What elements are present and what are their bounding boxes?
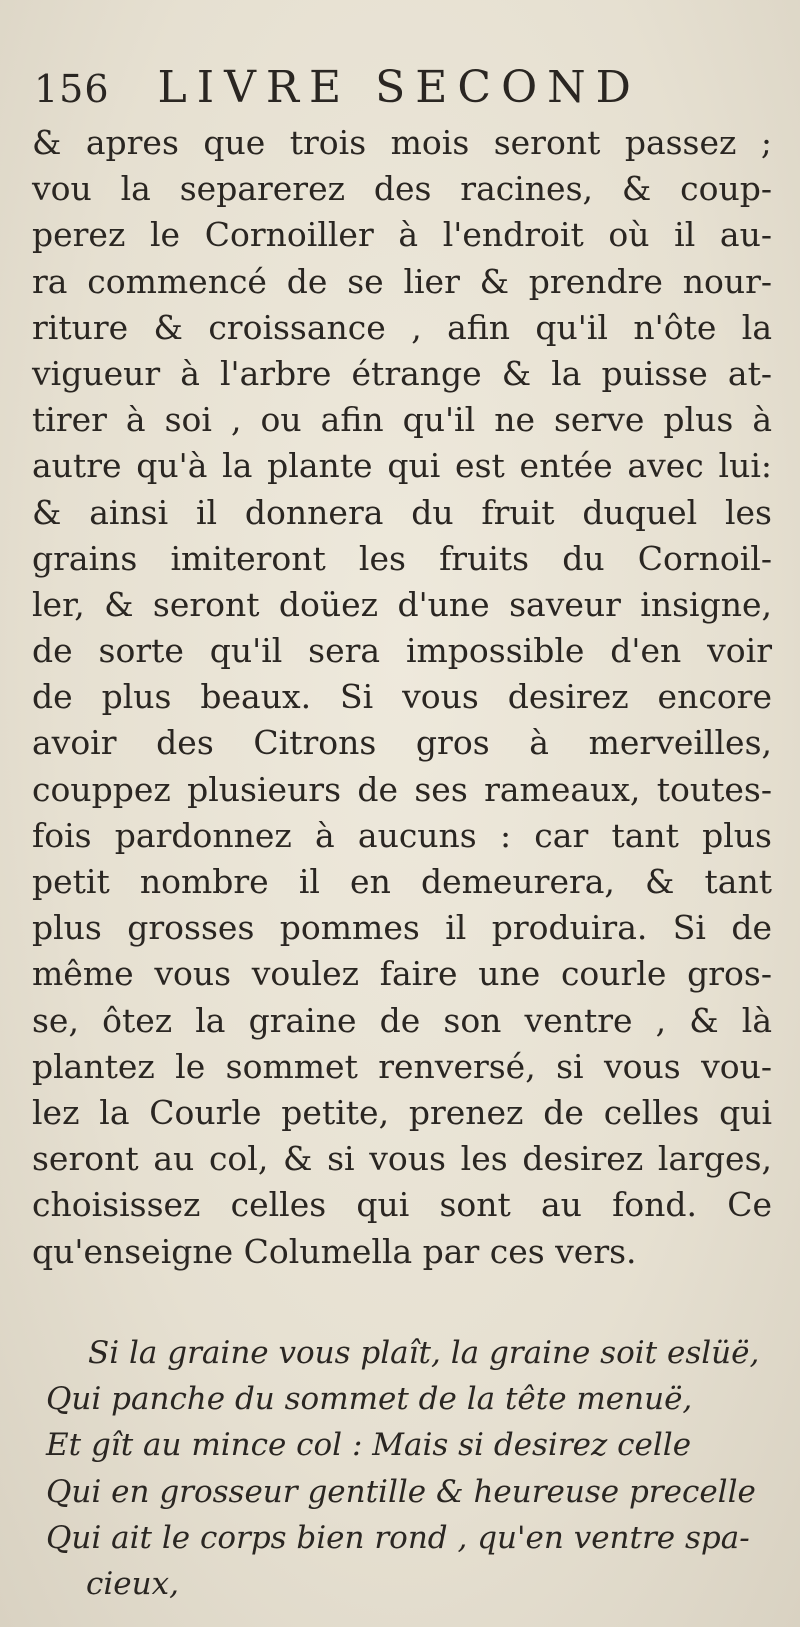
- text-line: choisissez celles qui sont au fond. Ce: [32, 1185, 772, 1225]
- text-line: couppez plusieurs de ses rameaux, toutes-: [32, 769, 772, 809]
- verse-line: Et gît au mince col : Mais si desirez celle: [46, 1427, 692, 1464]
- text-line: riture & croissance , afin qu'il n'ôte la: [32, 307, 772, 347]
- text-line: tirer à soi , ou afin qu'il ne serve plus à: [32, 400, 772, 440]
- text-line: vou la separerez des racines, & coup-: [32, 169, 772, 209]
- verse-line: Qui panche du sommet de la tête menuë,: [46, 1381, 693, 1418]
- text-line: petit nombre il en demeurera, & tant: [32, 862, 772, 901]
- verse-line: cieux,: [86, 1565, 179, 1602]
- text-line: ler, & seront doüez d'une saveur insigne,: [32, 584, 772, 624]
- text-line: seront au col, & si vous les desirez larges,: [32, 1139, 772, 1179]
- verse-line: Si la graine vous plaît, la graine soit eslüë,: [88, 1335, 760, 1371]
- page-number: 156: [34, 67, 110, 111]
- text-line: plus grosses pommes il produira. Si de: [32, 908, 772, 948]
- text-line: grains imiteront les fruits du Cornoil-: [32, 538, 772, 578]
- text-line: de plus beaux. Si vous desirez encore: [32, 677, 772, 717]
- text-line: même vous voulez faire une courle gros-: [32, 954, 772, 994]
- verse-quotation: [46, 1330, 776, 1607]
- text-line: qu'enseigne Columella par ces vers.: [32, 1231, 637, 1271]
- text-line: se, ôtez la graine de son ventre , & là: [32, 1000, 772, 1040]
- text-line: plantez le sommet renversé, si vous vou-: [32, 1046, 772, 1086]
- text-line: & apres que trois mois seront passez ;: [32, 123, 772, 162]
- body-paragraph: [32, 120, 772, 1275]
- text-line: & ainsi il donnera du fruit duquel les: [32, 492, 772, 532]
- text-line: fois pardonnez à aucuns : car tant plus: [32, 815, 772, 855]
- verse-line: Qui ait le corps bien rond , qu'en ventre spa-: [46, 1519, 750, 1556]
- verse-line: Qui en grosseur gentille & heureuse precelle: [46, 1473, 756, 1510]
- running-title: LIVRE SECOND: [157, 62, 641, 113]
- text-line: avoir des Citrons gros à merveilles,: [32, 723, 772, 763]
- page-header: [34, 62, 641, 122]
- text-line: autre qu'à la plante qui est entée avec lui:: [32, 446, 772, 486]
- text-line: vigueur à l'arbre étrange & la puisse at-: [32, 353, 772, 393]
- text-line: de sorte qu'il sera impossible d'en voir: [32, 631, 772, 671]
- text-line: lez la Courle petite, prenez de celles qui: [32, 1092, 772, 1132]
- text-line: ra commencé de se lier & prendre nour-: [32, 261, 772, 301]
- text-line: perez le Cornoiller à l'endroit où il au-: [32, 215, 772, 255]
